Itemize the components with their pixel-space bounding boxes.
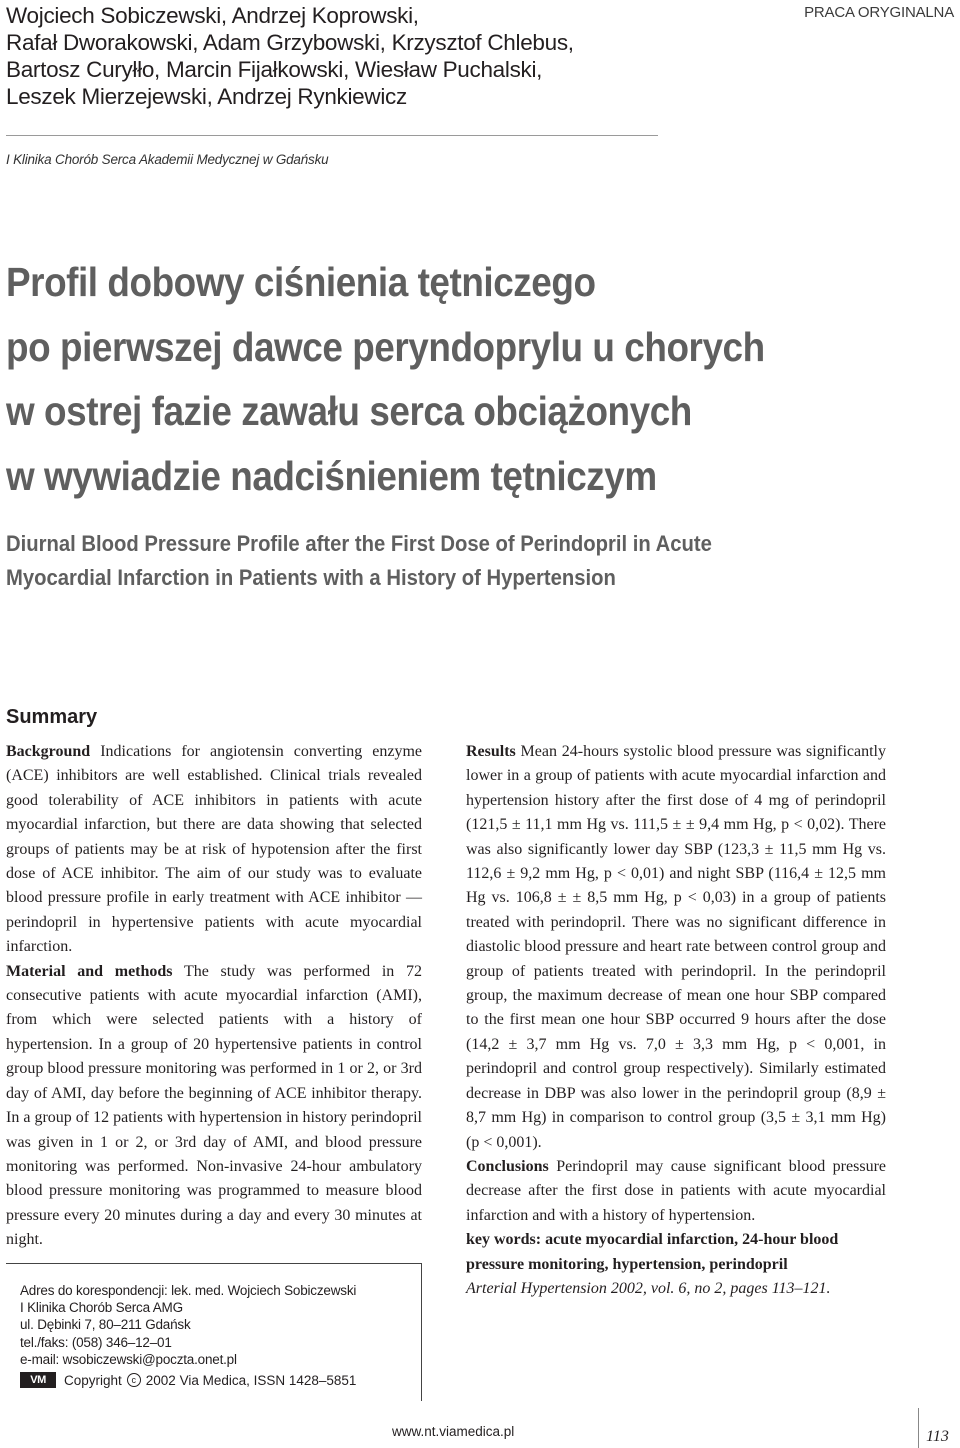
title-line: w wywiadzie nadciśnieniem tętniczym bbox=[6, 452, 657, 499]
title-line: Diurnal Blood Pressure Profile after the First Dose of Perindopril in Acute bbox=[6, 531, 712, 556]
results-text: Mean 24-hours systolic blood pressure was significantly lower in a group of patients with acute myocardial infarction and hypertension history after the first dose of 4 mg of perindopril (121,5 ± 11,1 mm Hg vs. 111,5 ± ± 9,4 mm Hg, p < 0,02). There was also significantly lower day SBP (123,3 ± 11,5 mm Hg vs. 112,6 ± 9,2 mm Hg, p < 0,01) and night SBP (116,4 ± 12,5 mm Hg vs. 106,8 ± ± 8,5 mm Hg, p < 0,03) in a group of patients treated with perindopril. There was no significant difference in diastolic blood pressure and heart rate between control group and group of patients treated with perindopril. In the perindopril group, the maximum decrease of mean one hour SBP compared to the first mean one hour SBP occurred 9 hours after the dose (14,2 ± 3,7 mm Hg vs. 7,0 ± 3,3 mm Hg, p < 0,001, in perindopril and control group respectively). Similarly estimated decrease in DBP was also lower in the perindopril group (8,9 ± 8,7 mm Hg) in comparison to control group (3,5 ± 3,1 mm Hg) (p < 0,001). bbox=[466, 743, 886, 1151]
correspondence-line: Adres do korespondencji: lek. med. Wojciech Sobiczewski bbox=[20, 1283, 357, 1298]
methods-text: The study was performed in 72 consecutive patients with acute myocardial infarction (AMI), from which were selected patients with a history of hypertension. In a group of 20 hypertensive patients in control group blood pressure monitoring was performed in 1 or 2, or 3rd day of AMI, day before the beginning of ACE inhibitor therapy. In a group of 12 patients with hypertension in history perindopril was given in 1 or 2, or 3rd day of AMI, and blood pressure monitoring was performed. Non-invasive 24-hour ambulatory blood pressure monitoring was programmed to measure blood pressure every 20 minutes during a day and every 30 minutes at night. bbox=[6, 962, 423, 1249]
journal-url[interactable]: www.nt.viamedica.pl bbox=[392, 1424, 515, 1439]
background-label: Background bbox=[6, 743, 91, 760]
author-line: Rafał Dworakowski, Adam Grzybowski, Krzysztof Chlebus, bbox=[6, 30, 574, 55]
citation: Arterial Hypertension 2002, vol. 6, no 2, pages 113–121. bbox=[466, 1279, 831, 1297]
title-line: po pierwszej dawce peryndoprylu u chorych bbox=[6, 323, 765, 370]
summary-heading: Summary bbox=[6, 706, 98, 728]
title-line: w ostrej fazie zawału serca obciążonych bbox=[6, 388, 692, 434]
conclusions-text: Perindopril may cause significant blood pressure decrease after the first dose in patients with acute myocardial infarction and with a history of hypertension. bbox=[466, 1157, 886, 1224]
copyright-line bbox=[20, 1370, 356, 1390]
conclusions-paragraph bbox=[466, 1155, 886, 1228]
results-label: Results bbox=[466, 743, 516, 760]
keywords: key words: acute myocardial infarction, 24-hour blood pressure monitoring, hypertension, perindopril bbox=[466, 1231, 839, 1273]
author-list bbox=[6, 2, 656, 110]
correspondence-line: ul. Dębinki 7, 80–211 Gdańsk bbox=[20, 1317, 191, 1333]
author-line: Wojciech Sobiczewski, Andrzej Koprowski, bbox=[6, 3, 419, 28]
page-number-rule bbox=[918, 1408, 919, 1448]
correspondence-line: tel./faks: (058) 346–12–01 bbox=[20, 1334, 172, 1350]
copyright-icon: c bbox=[127, 1373, 141, 1387]
correspondence-line: I Klinika Chorób Serca AMG bbox=[20, 1300, 183, 1316]
methods-label: Material and methods bbox=[6, 962, 173, 980]
title-polish bbox=[6, 250, 852, 508]
title-line: Myocardial Infarction in Patients with a History of Hypertension bbox=[6, 565, 616, 590]
page-number: 113 bbox=[926, 1428, 949, 1445]
section-label: PRACA ORYGINALNA bbox=[804, 4, 954, 21]
title-line: Profil dobowy ciśnienia tętniczego bbox=[6, 259, 596, 305]
summary-column-right bbox=[466, 740, 886, 1301]
copyright-text: 2002 Via Medica, ISSN 1428–5851 bbox=[145, 1372, 357, 1388]
correspondence-address bbox=[20, 1282, 356, 1368]
correspondence-email: e-mail: wsobiczewski@poczta.onet.pl bbox=[20, 1351, 237, 1367]
background-text: Indications for angiotensin converting enzyme (ACE) inhibitors are well established. Clinical trials revealed good tolerability of ACE inhibitors in patients with acute myocardial infarction, but there are data showing that selected groups of patients may be at risk of hypotension after the first dose of ACE inhibitor. The aim of our study was to evaluate blood pressure profile in early treatment with ACE inhibitor — perindopril in hypertensive patients with acute myocardial infarction. bbox=[6, 743, 422, 956]
affiliation: I Klinika Chorób Serca Akademii Medycznej w Gdańsku bbox=[6, 152, 329, 167]
conclusions-label: Conclusions bbox=[466, 1157, 549, 1175]
methods-paragraph bbox=[6, 960, 422, 1253]
via-medica-logo: VM bbox=[20, 1372, 56, 1388]
summary-column-left bbox=[6, 740, 422, 1253]
results-paragraph bbox=[466, 740, 886, 1155]
copyright-label: Copyright bbox=[64, 1372, 122, 1388]
author-line: Bartosz Curyłło, Marcin Fijałkowski, Wiesław Puchalski, bbox=[6, 57, 543, 82]
title-english bbox=[6, 527, 906, 595]
background-paragraph bbox=[6, 740, 422, 960]
author-line: Leszek Mierzejewski, Andrzej Rynkiewicz bbox=[6, 84, 407, 109]
header-divider bbox=[6, 135, 658, 136]
